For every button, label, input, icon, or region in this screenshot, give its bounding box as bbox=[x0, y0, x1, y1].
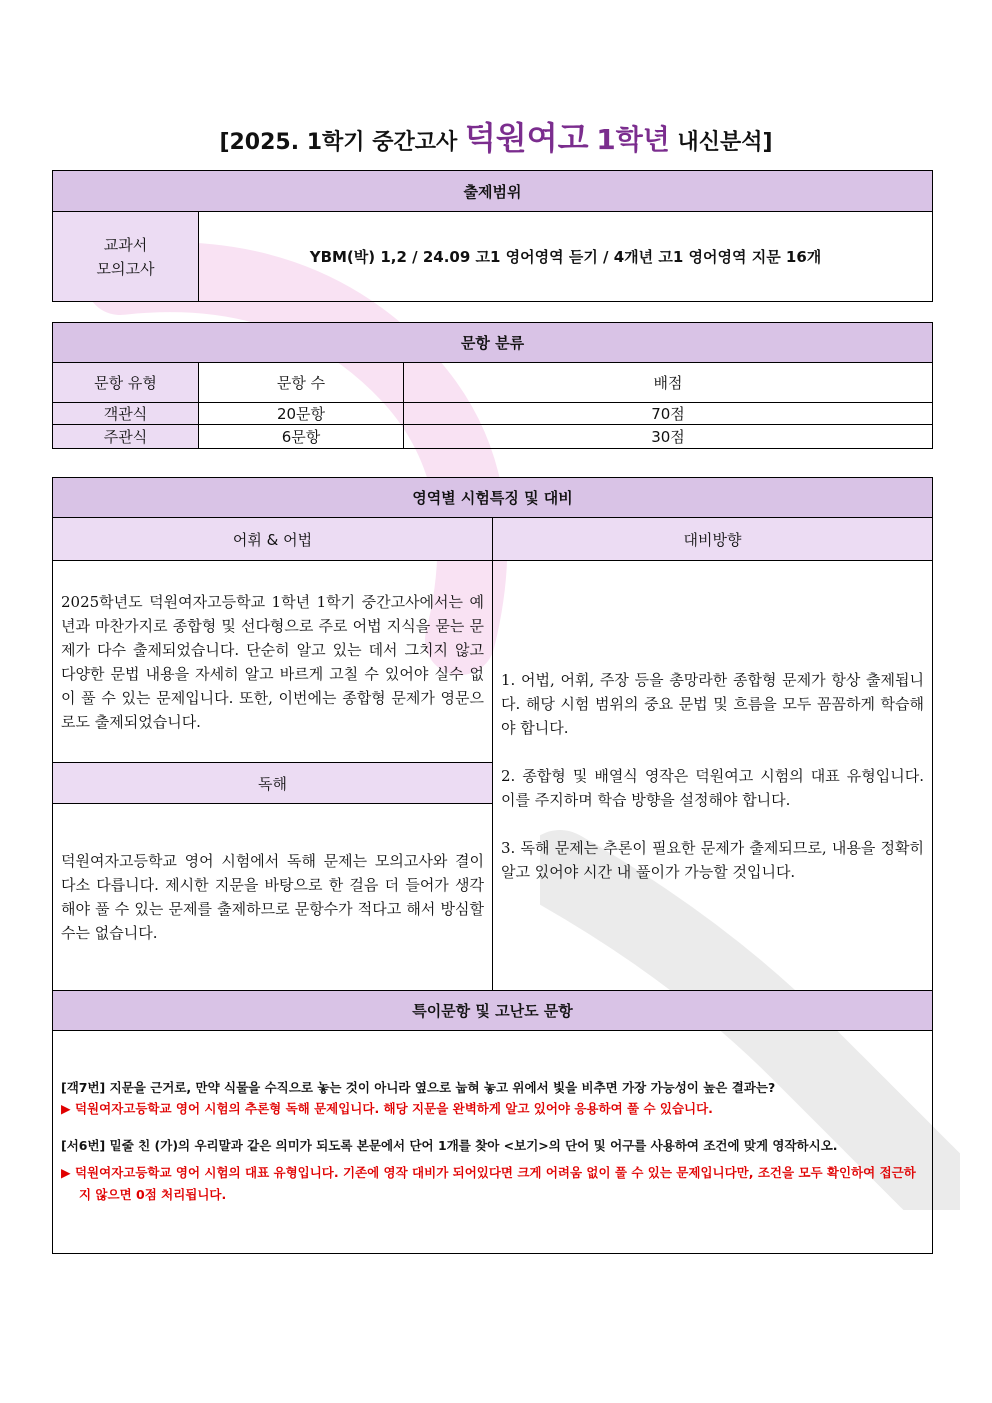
strategy-item-1: 1. 어법, 어휘, 주장 등을 총망라한 종합형 문제가 항상 출제됩니다. 해당 시험 범위의 중요 문법 및 흐름을 모두 꼼꼼하게 학습해야 합니다. bbox=[501, 670, 924, 737]
strategy-item-2: 2. 종합형 및 배열식 영작은 덕원여고 시험의 대표 유형입니다. 이를 주지하며 학습 방향을 설정해야 합니다. bbox=[501, 766, 924, 809]
row-type-subjective: 주관식 bbox=[53, 425, 199, 449]
classification-table bbox=[52, 322, 933, 449]
scope-header: 출제범위 bbox=[53, 171, 933, 212]
title-school: 덕원여고 bbox=[464, 119, 589, 157]
vocab-grammar-text: 2025학년도 덕원여자고등학교 1학년 1학기 중간고사에서는 예년과 마찬가지로 종합형 및 선다형으로 주로 어법 지식을 묻는 문제가 다수 출제되었습니다. 단순히 알고 있는 데서 그치지 않고 다양한 문법 내용을 자세히 알고 바르게 고칠 수 있어야 실수 없이 풀 수 있는 문제입니다. 또한, 이번에는 종합형 문제가 영문으로도 출제되었습니다. bbox=[53, 561, 493, 763]
scope-label bbox=[53, 212, 199, 302]
scope-table bbox=[52, 170, 933, 302]
classification-header: 문항 분류 bbox=[53, 323, 933, 363]
col-header-count: 문항 수 bbox=[199, 363, 404, 403]
title-grade: 1학년 bbox=[596, 123, 670, 156]
vocab-grammar-header: 어휘 & 어법 bbox=[53, 518, 493, 561]
table-row bbox=[53, 403, 933, 425]
row-count-subjective: 6문항 bbox=[199, 425, 404, 449]
scope-label-textbook: 교과서 bbox=[103, 235, 148, 254]
special-content bbox=[53, 1031, 933, 1254]
row-type-objective: 객관식 bbox=[53, 403, 199, 425]
special-answer-2: ▶ 덕원여자고등학교 영어 시험의 대표 유형입니다. 기존에 영작 대비가 되어있다면 크게 어려움 없이 풀 수 있는 문제입니다만, 조건을 모두 확인하여 접근하지 않으면 0점 처리됩니다. bbox=[61, 1165, 916, 1202]
scope-label-mock: 모의고사 bbox=[96, 259, 155, 278]
strategy-header: 대비방향 bbox=[493, 518, 933, 561]
title-suffix: 내신분석] bbox=[669, 130, 773, 155]
strategy-item-3: 3. 독해 문제는 추론이 필요한 문제가 출제되므로, 내용을 정확히 알고 있어야 시간 내 풀이가 가능할 것입니다. bbox=[501, 838, 924, 881]
special-question-2: [서6번] 밑줄 친 (가)의 우리말과 같은 의미가 되도록 본문에서 단어 1개를 찾아 <보기>의 단어 및 어구를 사용하여 조건에 맞게 영작하시오. bbox=[61, 1138, 838, 1153]
features-header: 영역별 시험특징 및 대비 bbox=[53, 478, 933, 518]
col-header-points: 배점 bbox=[404, 363, 933, 403]
reading-text: 덕원여자고등학교 영어 시험에서 독해 문제는 모의고사와 결이 다소 다릅니다. 제시한 지문을 바탕으로 한 걸음 더 들어가 생각해야 풀 수 있는 문제를 출제하므로 문항수가 적다고 해서 방심할 수는 없습니다. bbox=[53, 804, 493, 991]
features-table bbox=[52, 477, 933, 1254]
page-title bbox=[0, 118, 992, 163]
row-points-subjective: 30점 bbox=[404, 425, 933, 449]
col-header-type: 문항 유형 bbox=[53, 363, 199, 403]
special-header: 특이문항 및 고난도 문항 bbox=[53, 991, 933, 1031]
table-row bbox=[53, 425, 933, 449]
row-count-objective: 20문항 bbox=[199, 403, 404, 425]
reading-header: 독해 bbox=[53, 763, 493, 804]
title-prefix: [2025. 1학기 중간고사 bbox=[219, 130, 465, 155]
strategy-cell bbox=[493, 561, 933, 991]
row-points-objective: 70점 bbox=[404, 403, 933, 425]
special-question-1: [객7번] 지문을 근거로, 만약 식물을 수직으로 놓는 것이 아니라 옆으로 눕혀 놓고 위에서 빛을 비추면 가장 가능성이 높은 결과는? bbox=[61, 1080, 776, 1095]
scope-content: YBM(박) 1,2 / 24.09 고1 영어영역 듣기 / 4개년 고1 영어영역 지문 16개 bbox=[199, 212, 933, 302]
special-answer-1: ▶ 덕원여자고등학교 영어 시험의 추론형 독해 문제입니다. 해당 지문을 완벽하게 알고 있어야 응용하여 풀 수 있습니다. bbox=[61, 1101, 713, 1116]
